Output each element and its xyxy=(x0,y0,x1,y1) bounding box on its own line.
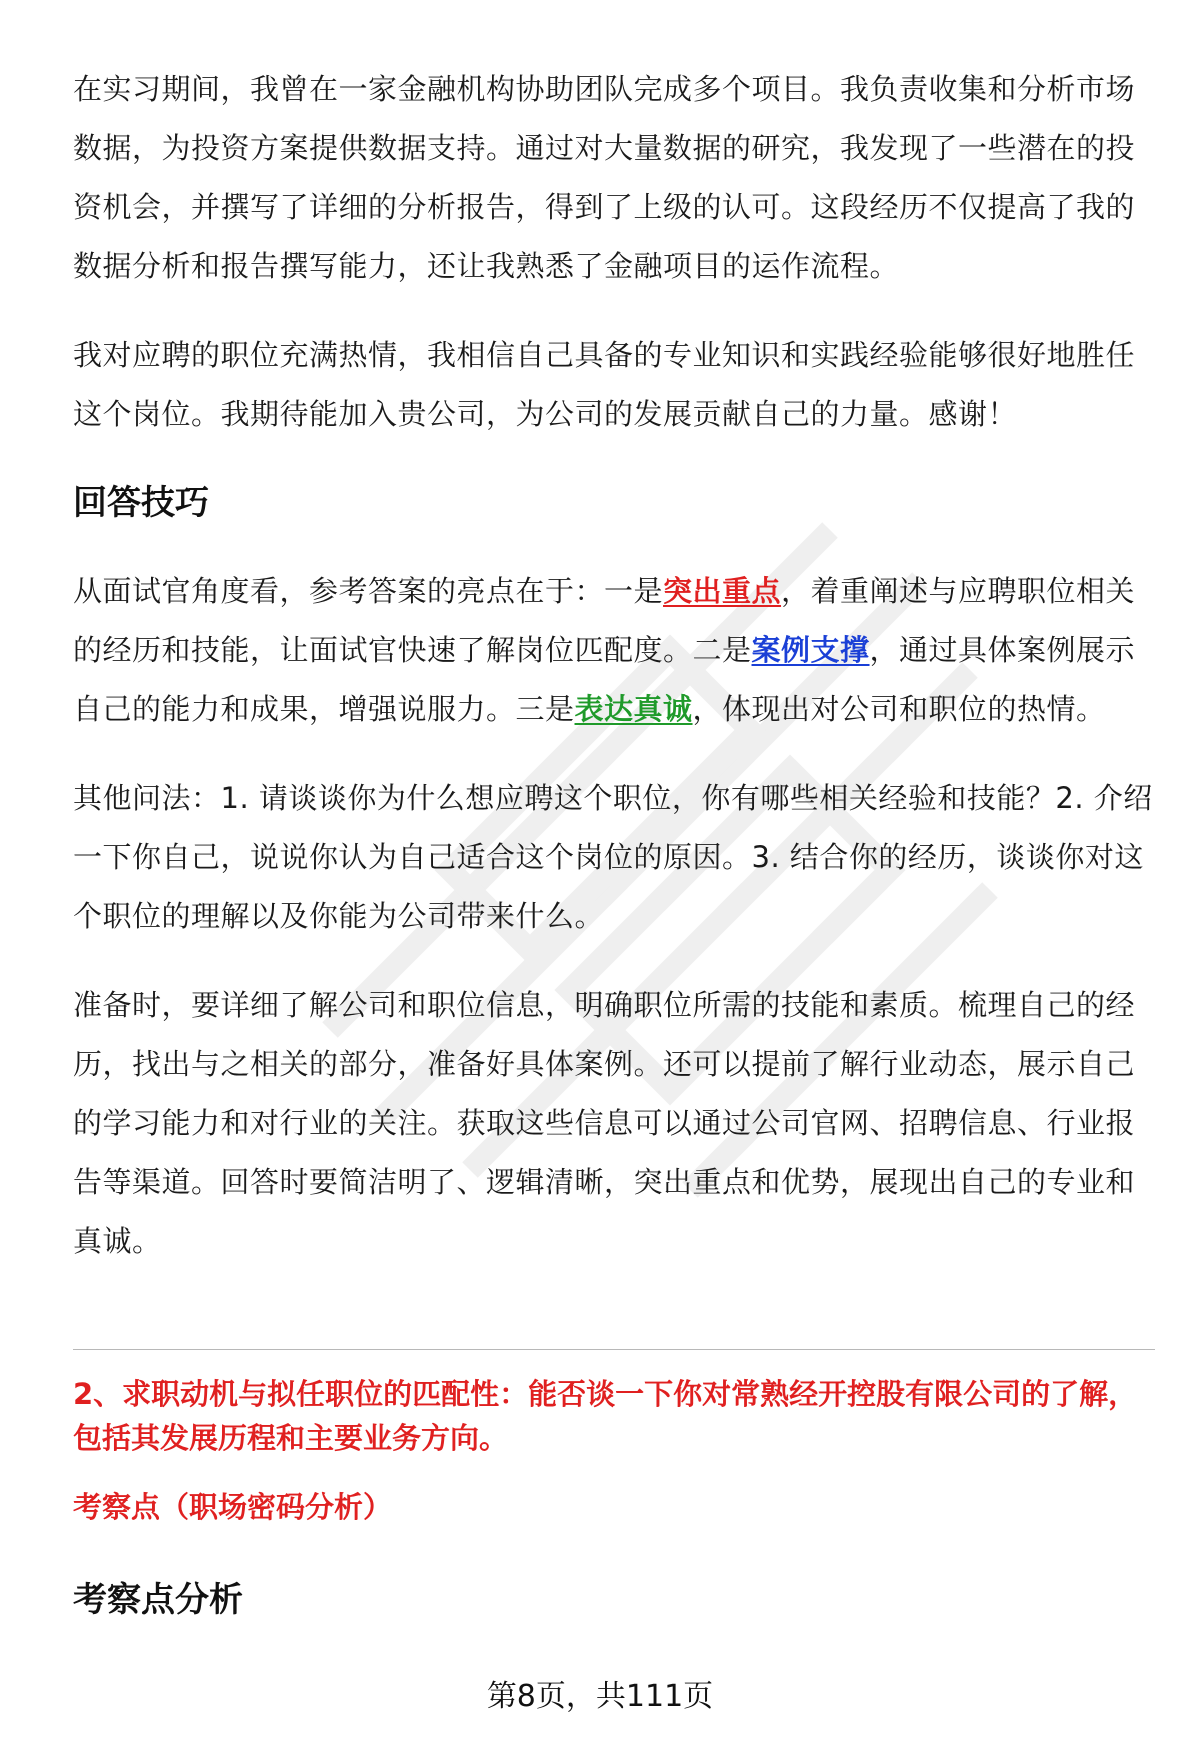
preparation-paragraph: 准备时，要详细了解公司和职位信息，明确职位所需的技能和素质。梳理自己的经历，找出与之相关的部分，准备好具体案例。还可以提前了解行业动态，展示自己的学习能力和对行业的关注。获取这些信息可以通过公司官网、招聘信息、行业报告等渠道。回答时要简洁明了、逻辑清晰，突出重点和优势，展现出自己的专业和真诚。 xyxy=(73,988,1136,1258)
kaochadian-label: 考察点（职场密码分析） xyxy=(73,1490,393,1524)
tips-heading: 回答技巧 xyxy=(73,483,209,523)
tips-text-part-1: 从面试官角度看，参考答案的亮点在于：一是 xyxy=(73,574,664,608)
other-questions-paragraph: 其他问法：1. 请谈谈你为什么想应聘这个职位，你有哪些相关经验和技能？2. 介绍一下你自己，说说你认为自己适合这个岗位的原因。3. 结合你的经历，谈谈你对这个职位的理解以及你能为公司带来什么。 xyxy=(73,781,1153,933)
intro-paragraph-2: 我对应聘的职位充满热情，我相信自己具备的专业知识和实践经验能够很好地胜任这个岗位。我期待能加入贵公司，为公司的发展贡献自己的力量。感谢！ xyxy=(73,338,1136,431)
tips-text-part-4: ，体现出对公司和职位的热情。 xyxy=(692,692,1106,726)
tips-text-part-3: ，通过具体案例展示自己的能力和成果，增强说服力。三是 xyxy=(73,633,1136,726)
highlight-key-point: 突出重点 xyxy=(663,574,782,608)
document-body xyxy=(73,60,1153,1271)
highlight-case-support: 案例支撑 xyxy=(751,633,870,667)
tips-highlight-paragraph xyxy=(73,562,1153,739)
section-divider xyxy=(73,1349,1155,1350)
intro-paragraph-1: 在实习期间，我曾在一家金融机构协助团队完成多个项目。我负责收集和分析市场数据，为投资方案提供数据支持。通过对大量数据的研究，我发现了一些潜在的投资机会，并撰写了详细的分析报告，得到了上级的认可。这段经历不仅提高了我的数据分析和报告撰写能力，还让我熟悉了金融项目的运作流程。 xyxy=(73,72,1136,283)
question-2-title: 2、求职动机与拟任职位的匹配性：能否谈一下你对常熟经开控股有限公司的了解，包括其发展历程和主要业务方向。 xyxy=(73,1377,1138,1455)
kaochadian-analysis-heading: 考察点分析 xyxy=(73,1580,243,1620)
highlight-sincere-expression: 表达真诚 xyxy=(574,692,693,726)
tips-text-part-2: ，着重阐述与应聘职位相关的经历和技能，让面试官快速了解岗位匹配度。二是 xyxy=(73,574,1136,667)
page-number: 第8页，共111页 xyxy=(486,1679,714,1714)
